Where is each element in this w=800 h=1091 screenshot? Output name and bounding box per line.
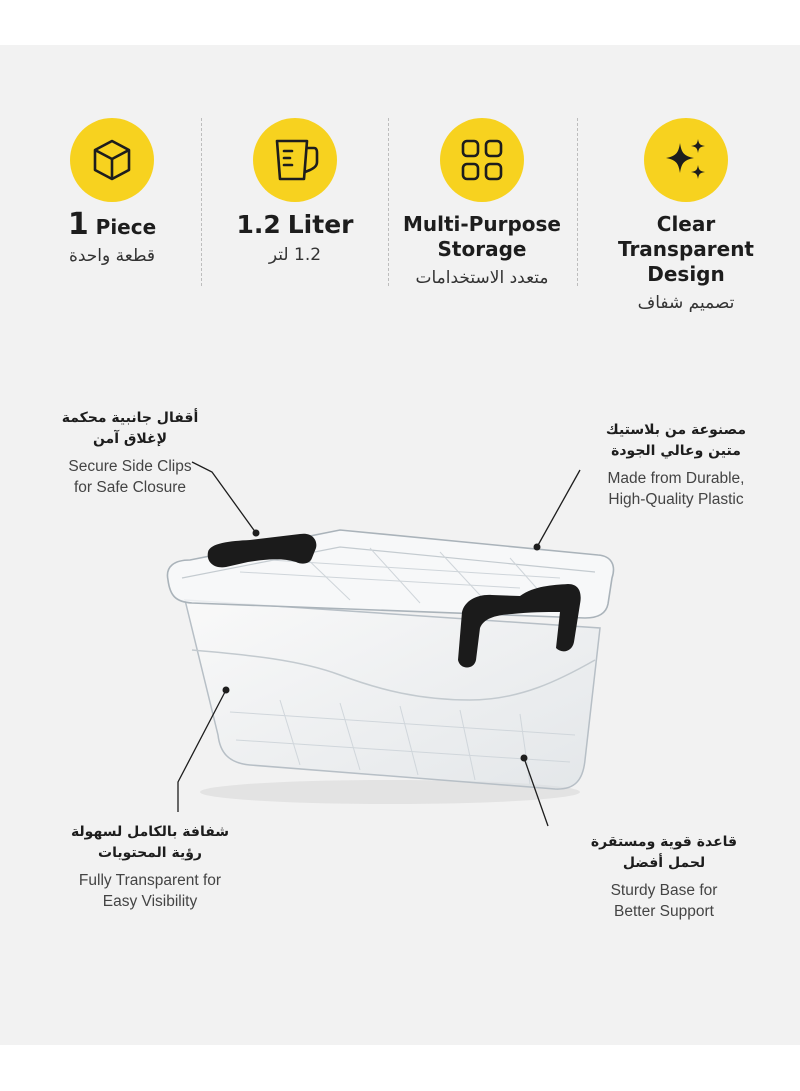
callout-ar: قاعدة قوية ومستقرة لحمل أفضل (590, 834, 738, 871)
callout-en: Sturdy Base for Better Support (610, 882, 718, 920)
callout-sturdy-base (586, 832, 742, 922)
callout-durable-plastic (588, 420, 764, 510)
callout-ar: أقفال جانبية محكمة لإغلاق آمن (61, 410, 199, 447)
callout-en: Secure Side Clips for Safe Closure (68, 458, 192, 496)
feature-subtitle-ar: 1.2 لتر (268, 245, 322, 265)
callout-side-clips (50, 408, 210, 498)
feature-subtitle-ar: قطعة واحدة (68, 246, 156, 266)
feature-title: Clear Transparent Design (618, 212, 754, 286)
feature-title: 1.2 Liter (236, 210, 354, 239)
callout-transparent (64, 822, 236, 912)
feature-subtitle-ar: تصميم شفاف (637, 293, 735, 313)
feature-subtitle-ar: متعدد الاستخدامات (415, 268, 549, 288)
callout-ar: شفافة بالكامل لسهولة رؤية المحتويات (70, 824, 230, 861)
feature-title: Multi-Purpose Storage (403, 212, 561, 261)
callout-en: Fully Transparent for Easy Visibility (78, 872, 222, 910)
callout-en: Made from Durable, High-Quality Plastic (607, 470, 745, 508)
feature-title: 1 Piece (67, 207, 157, 242)
callout-ar: مصنوعة من بلاستيك متين وعالي الجودة (605, 422, 747, 459)
